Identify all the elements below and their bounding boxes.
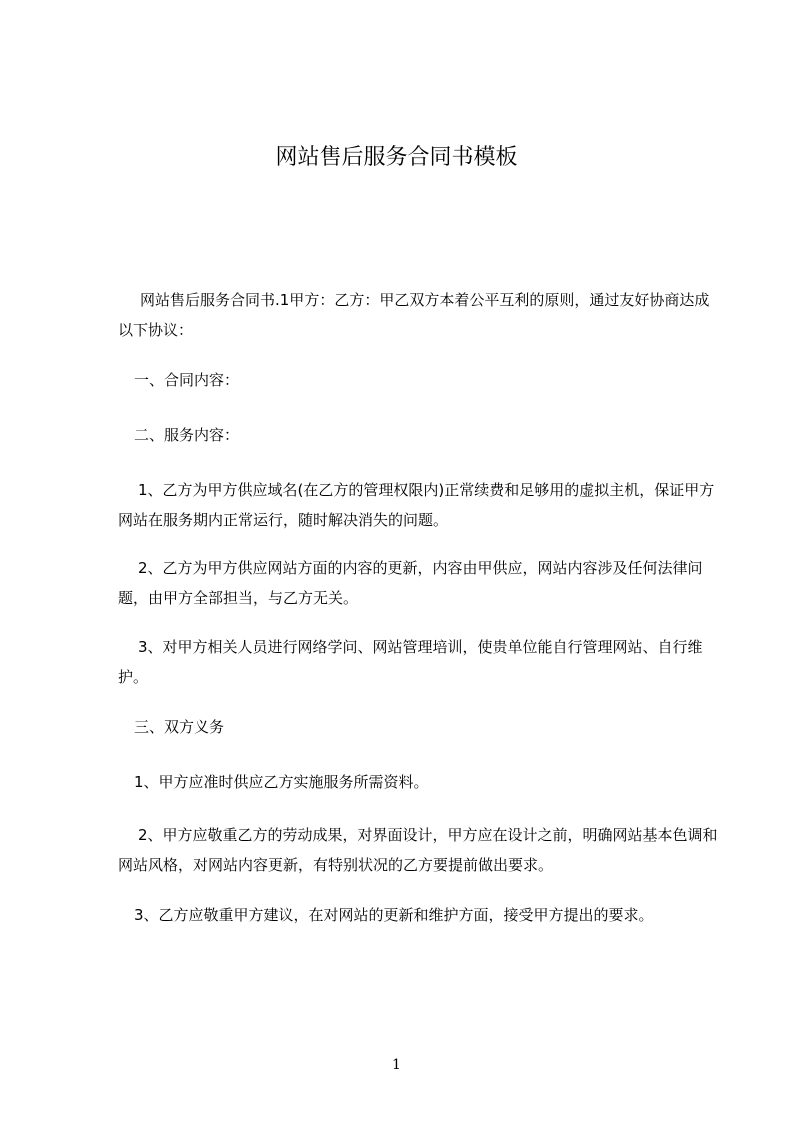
section-heading-contract-content: 一、合同内容：	[134, 371, 240, 389]
section-heading-service-content: 二、服务内容：	[134, 426, 240, 444]
obligation-item-1: 1、甲方应准时供应乙方实施服务所需资料。	[134, 773, 429, 791]
document-title: 网站售后服务合同书模板	[275, 145, 518, 170]
service-item-3: 3、对甲方相关人员进行网络学问、网站管理培训，使贵单位能自行管理网站、自行维护。	[118, 638, 703, 686]
obligation-item-3: 3、乙方应敬重甲方建议，在对网站的更新和维护方面，接受甲方提出的要求。	[134, 906, 654, 924]
obligation-item-2: 2、甲方应敬重乙方的劳动成果，对界面设计，甲方应在设计之前，明确网站基本色调和网站风格，对网站内容更新，有特别状况的乙方要提前做出要求。	[118, 826, 718, 874]
page-number: 1	[392, 1057, 401, 1073]
intro-paragraph: 网站售后服务合同书.1甲方：乙方：甲乙双方本着公平互利的原则，通过友好协商达成以下协议：	[118, 291, 710, 339]
service-item-1: 1、乙方为甲方供应域名(在乙方的管理权限内)正常续费和足够用的虚拟主机，保证甲方网站在服务期内正常运行，随时解决消失的问题。	[118, 481, 715, 529]
section-heading-obligations: 三、双方义务	[134, 718, 225, 736]
service-item-2: 2、乙方为甲方供应网站方面的内容的更新，内容由甲供应，网站内容涉及任何法律问题，由甲方全部担当，与乙方无关。	[118, 559, 703, 607]
